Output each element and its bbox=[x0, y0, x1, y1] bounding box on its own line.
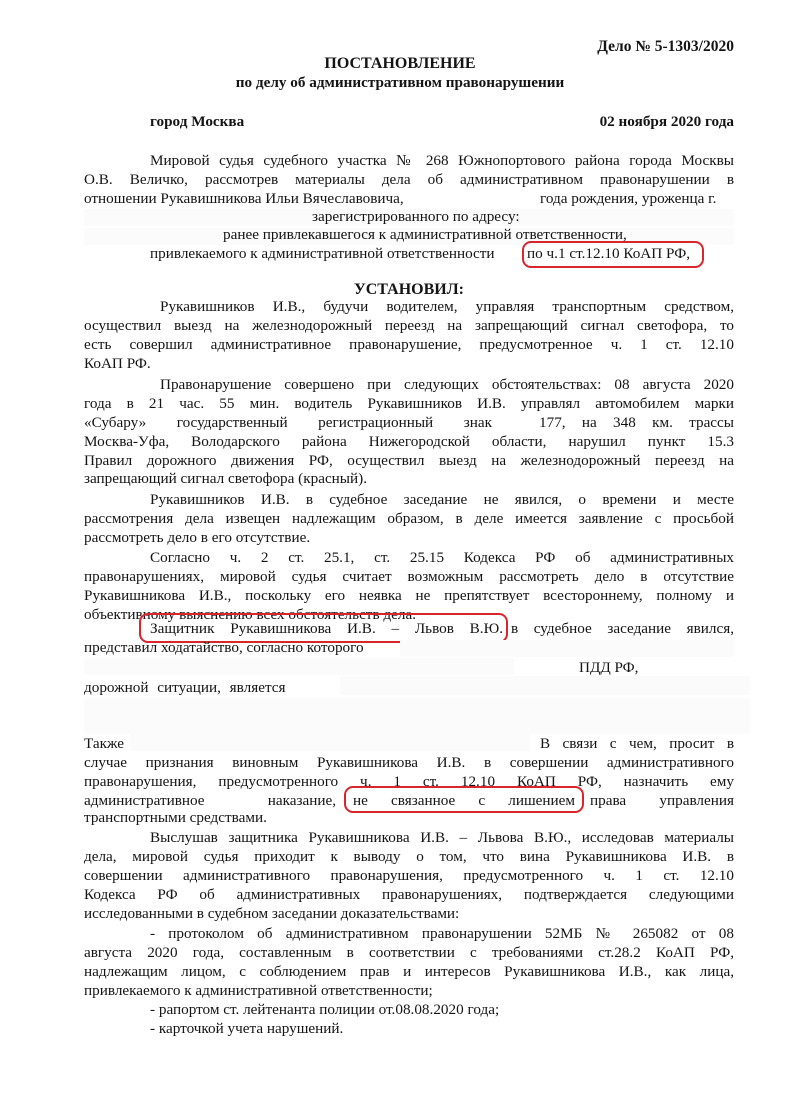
body-line: Также bbox=[84, 735, 125, 752]
body-line: Согласно ч. 2 ст. 25.1, ст. 25.15 Кодекса РФ об административных bbox=[150, 549, 734, 566]
body-line: совершении административного правонарушения, предусмотренного ч. 1 ст. 12.10 bbox=[84, 867, 734, 884]
body-line: рассмотрения дела извещен надлежащим образом, в деле имеется заявление с просьбой bbox=[84, 510, 734, 527]
evidence-item: привлекаемого к административной ответственности; bbox=[84, 982, 433, 999]
redacted-region bbox=[84, 658, 514, 675]
body-line: есть совершил административное правонарушение, предусмотренное ч. 1 ст. 12.10 bbox=[84, 336, 734, 353]
city: город Москва bbox=[150, 113, 245, 130]
body-line: правонарушениях, мировой судья считает возможным рассмотреть дело в отсутствие bbox=[84, 568, 734, 585]
body-line: дорожной ситуации, является bbox=[84, 679, 286, 696]
annotation-oval bbox=[344, 786, 584, 813]
body-line: Москва-Уфа, Володарского района Нижегородской области, нарушил пункт 15.3 bbox=[84, 433, 734, 450]
intro-line: Мировой судья судебного участка № 268 Южнопортового района города Москвы bbox=[150, 152, 734, 169]
annotation-oval bbox=[522, 241, 704, 268]
body-line: 177, на 348 км. трассы bbox=[539, 414, 734, 431]
body-line: Правонарушение совершено при следующих обстоятельствах: 08 августа 2020 bbox=[160, 376, 734, 393]
body-line: случае признания виновным Рукавишникова И.В. в совершении административного bbox=[84, 754, 734, 771]
body-line: рассмотреть дело в его отсутствие. bbox=[84, 529, 311, 546]
body-line: запрещающий сигнал светофора (красный). bbox=[84, 470, 367, 487]
body-line: объективному выяснению всех обстоятельств дела. bbox=[84, 606, 416, 623]
redacted-region bbox=[400, 640, 734, 657]
offense-article: по ч.1 ст.12.10 КоАП РФ, bbox=[527, 245, 691, 262]
section-title: УСТАНОВИЛ: bbox=[354, 281, 464, 298]
body-line: Рукавишников И.В. в судебное заседание не явился, о времени и месте bbox=[150, 491, 734, 508]
intro-line: ранее привлекавшегося к административной ответственности, bbox=[223, 226, 627, 243]
body-line: осуществил выезд на железнодорожный переезд на запрещающий сигнал светофора, то bbox=[84, 317, 734, 334]
defender-name: Защитник Рукавишникова И.В. – Львов В.Ю. bbox=[150, 620, 503, 637]
body-line: КоАП РФ. bbox=[84, 355, 151, 372]
body-line: права управления bbox=[590, 792, 734, 809]
body-line: исследованными в судебном заседании доказательствами: bbox=[84, 905, 460, 922]
body-line: В связи с чем, просит в bbox=[540, 735, 734, 752]
intro-line: года рождения, уроженца г. bbox=[540, 190, 717, 207]
evidence-item: - карточкой учета нарушений. bbox=[150, 1020, 344, 1037]
body-line: Правил дорожного движения РФ, осуществил выезд на железнодорожный переезд на bbox=[84, 452, 734, 469]
body-line: дела, мировой судья приходит к выводу о том, что вина Рукавишникова И.В. в bbox=[84, 848, 734, 865]
intro-line: О.В. Величко, рассмотрев материалы дела об административном правонарушении в bbox=[84, 171, 734, 188]
intro-line: привлекаемого к административной ответственности bbox=[150, 245, 495, 262]
evidence-item: надлежащим лицом, с соблюдением прав и интересов Рукавишникова И.В., как лица, bbox=[84, 963, 734, 980]
case-number: Дело № 5-1303/2020 bbox=[597, 38, 734, 55]
body-line: в судебное заседание явился, bbox=[511, 620, 734, 637]
document-subtitle: по делу об административном правонарушении bbox=[235, 74, 565, 91]
body-line: административное наказание, bbox=[84, 792, 336, 809]
intro-line: зарегистрированного по адресу: bbox=[312, 208, 520, 225]
evidence-item: - протоколом об административном правонарушении 52МБ № 265082 от 08 bbox=[150, 925, 734, 942]
body-line: года в 21 час. 55 мин. водитель Рукавишников И.В. управлял автомобилем марки bbox=[84, 395, 734, 412]
redacted-region bbox=[130, 733, 530, 751]
body-line: представил ходатайство, согласно которого bbox=[84, 639, 364, 656]
decision-date: 02 ноября 2020 года bbox=[599, 113, 734, 130]
body-line: Рукавишникова И.В., поскольку его неявка не препятствует всестороннему, полному и bbox=[84, 587, 734, 604]
punishment-phrase: не связанное с лишением bbox=[353, 792, 575, 809]
body-line: Рукавишников И.В., будучи водителем, управляя транспортным средством, bbox=[160, 298, 734, 315]
body-line: правонарушения, предусмотренного ч. 1 ст. 12.10 КоАП РФ, назначить ему bbox=[84, 773, 734, 790]
redacted-region bbox=[84, 698, 750, 734]
document-title: ПОСТАНОВЛЕНИЕ bbox=[324, 55, 476, 72]
evidence-item: - рапортом ст. лейтенанта полиции от.08.08.2020 года; bbox=[150, 1001, 500, 1018]
body-line: «Субару» государственный регистрационный знак bbox=[84, 414, 492, 431]
redacted-region bbox=[340, 676, 750, 695]
intro-line: отношении Рукавишникова Ильи Вячеславовича, bbox=[84, 190, 404, 207]
body-line: ПДД РФ, bbox=[579, 659, 639, 676]
body-line: транспортными средствами. bbox=[84, 809, 267, 826]
body-line: Выслушав защитника Рукавишникова И.В. – Львова В.Ю., исследовав материалы bbox=[150, 829, 734, 846]
body-line: Кодекса РФ об административных правонарушениях, подтверждается следующими bbox=[84, 886, 734, 903]
evidence-item: августа 2020 года, составленным в соответствии с требованиями ст.28.2 КоАП РФ, bbox=[84, 944, 734, 961]
